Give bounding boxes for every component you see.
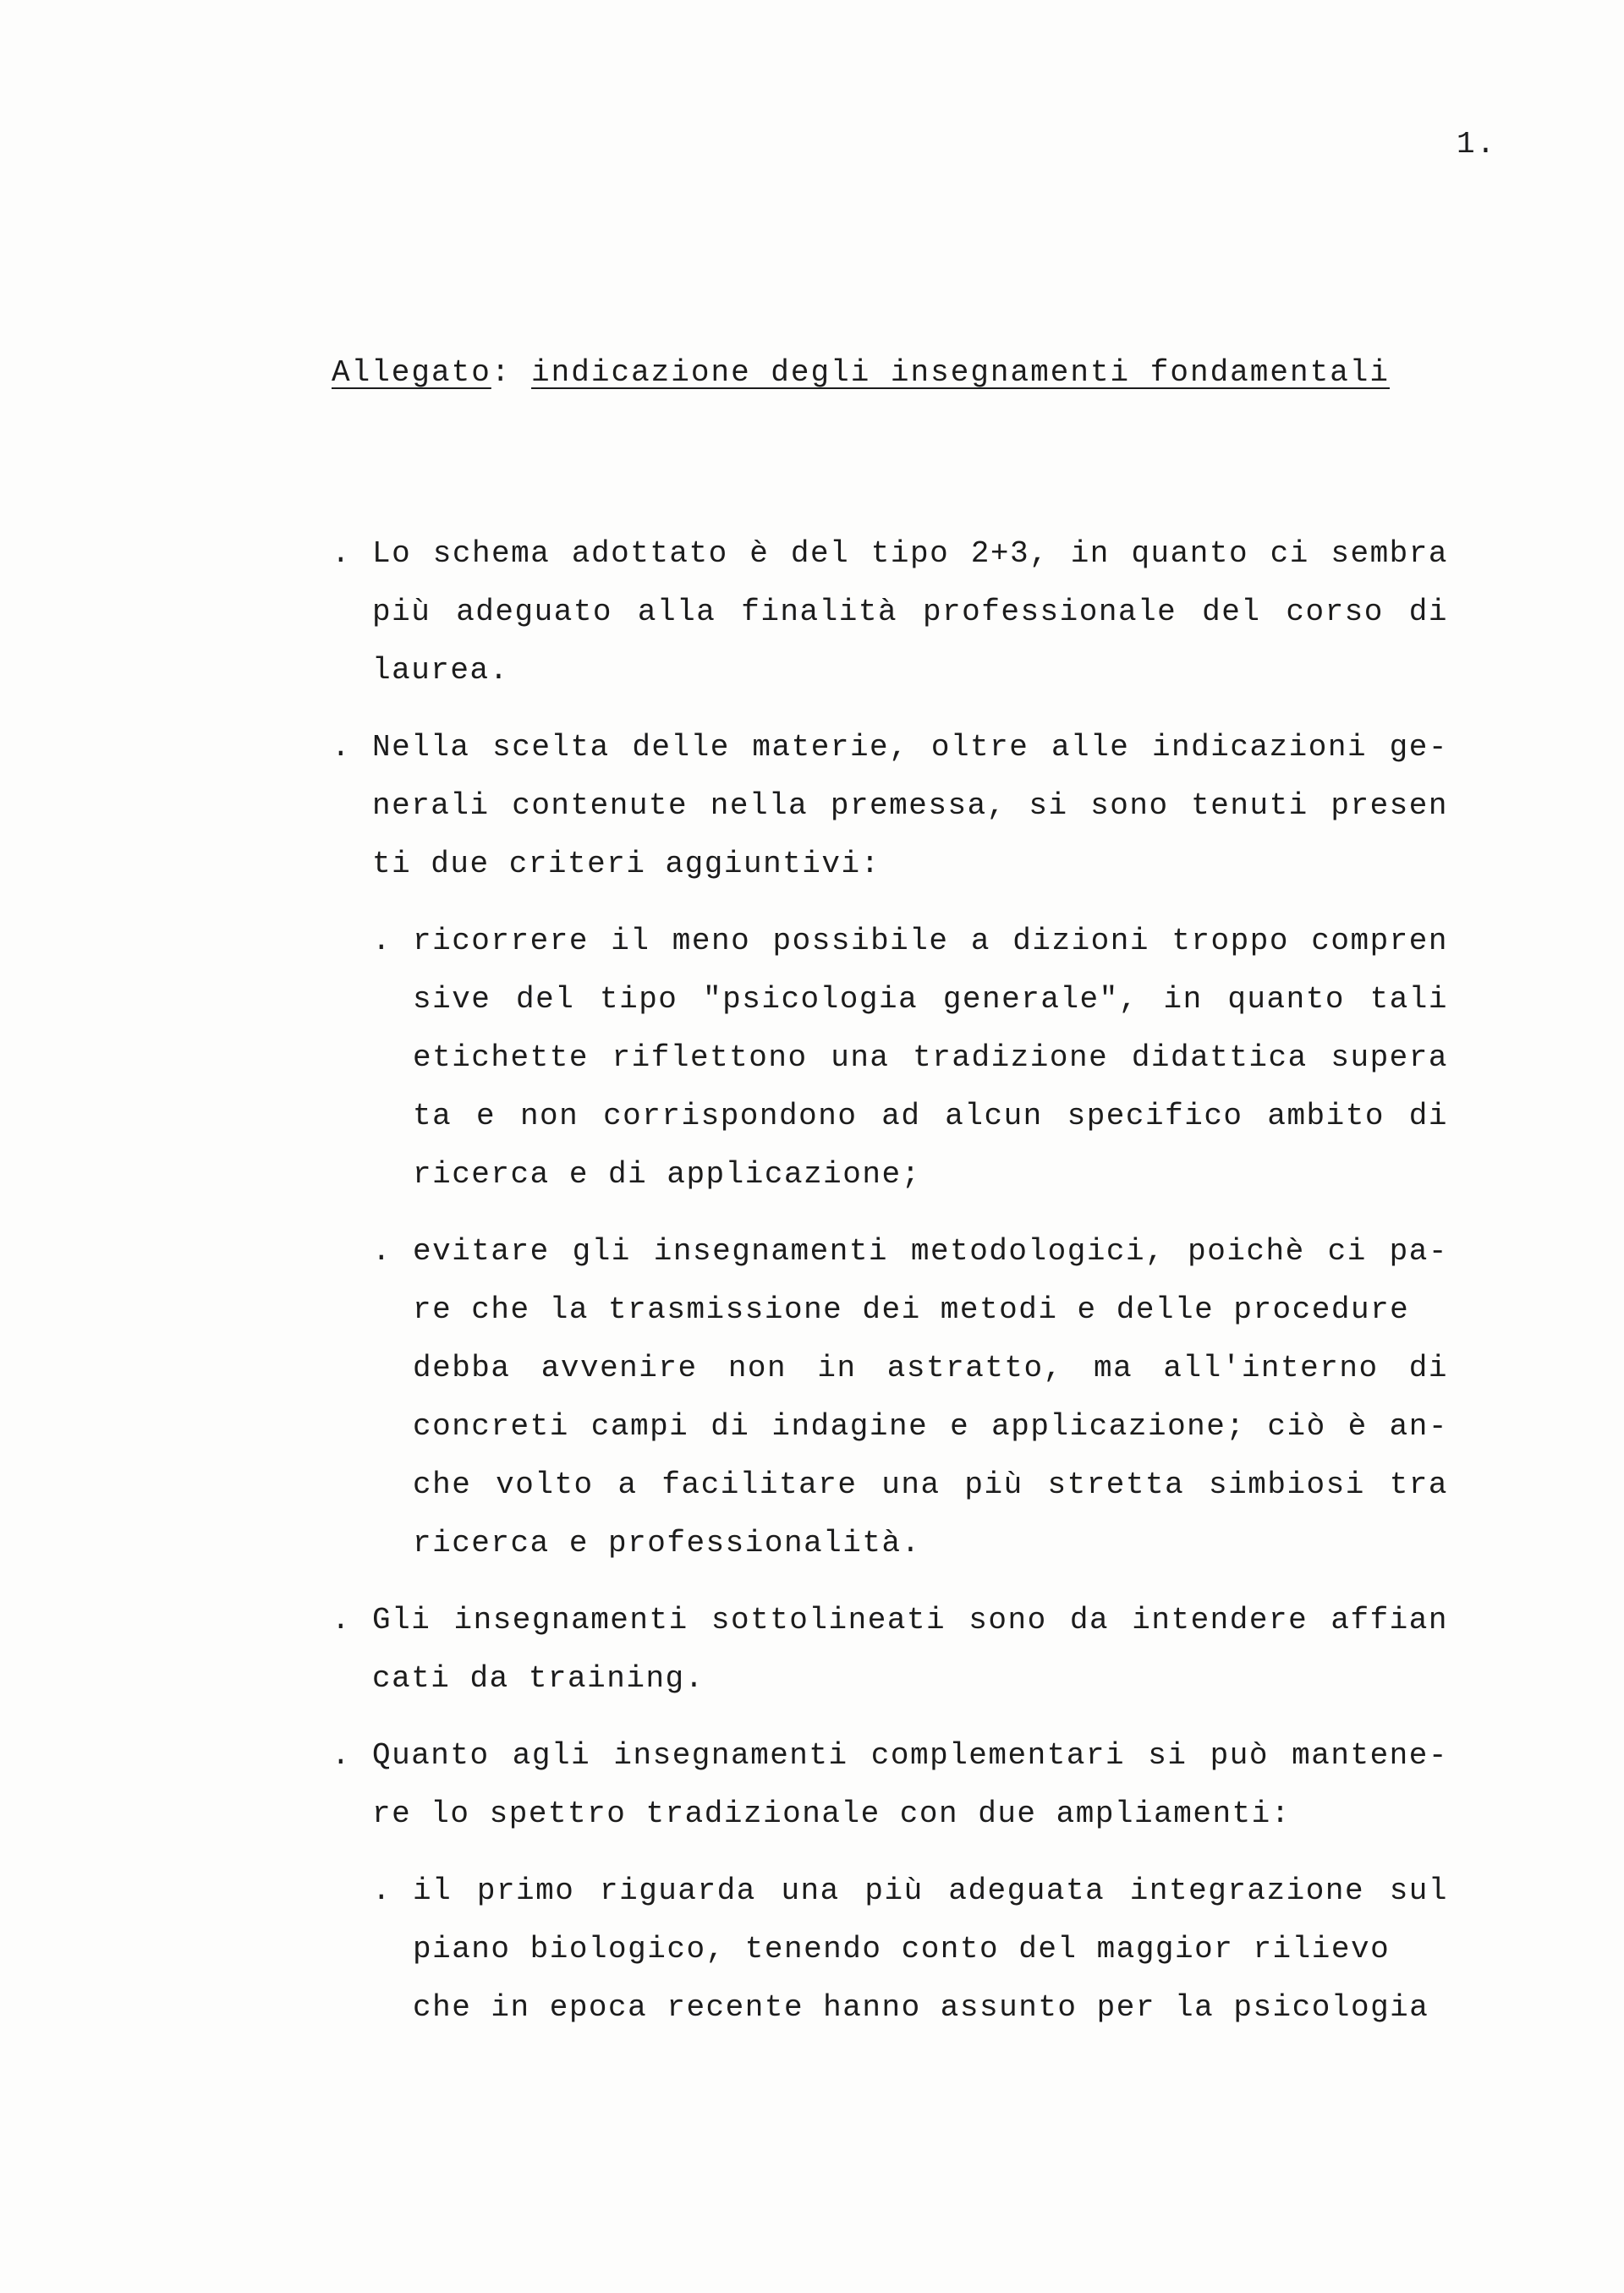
sub-list-item [332,1222,1448,1572]
sub-list-item [332,1862,1448,2037]
text-line: laurea. [372,653,509,688]
text-line: evitare gli insegnamenti metodologici, poichè ci pa- [413,1234,1448,1269]
text-line: Lo schema adottato è del tipo 2+3, in quanto ci sembra [372,536,1448,571]
text-line: ricerca e di applicazione; [413,1157,921,1192]
text-line: Nella scelta delle materie, oltre alle indicazioni ge- [372,730,1448,765]
text-line: re che la trasmissione dei metodi e delle procedure [413,1292,1410,1327]
text-line: il primo riguarda una più adeguata integrazione sul [413,1873,1448,1908]
text-line: che in epoca recente hanno assunto per la psicologia [413,1990,1429,2025]
document-body [332,524,1448,2055]
text-line: Gli insegnamenti sottolineati sono da intendere affian [372,1603,1448,1637]
text-line: ricerca e professionalità. [413,1526,921,1561]
list-item [332,524,1448,699]
text-line: etichette riflettono una tradizione didattica supera [413,1040,1448,1075]
heading-label: Allegato [332,355,491,390]
text-line: più adeguato alla finalità professionale del corso di [372,595,1448,629]
text-line: debba avvenire non in astratto, ma all'interno di [413,1351,1448,1385]
list-item [332,1591,1448,1708]
text-line: Quanto agli insegnamenti complementari si può mantene- [372,1738,1448,1773]
text-line: re lo spettro tradizionale con due ampliamenti: [372,1797,1291,1831]
bullet-point: . [332,730,352,765]
text-line: ricorrere il meno possibile a dizioni troppo compren [413,924,1448,958]
text-line: concreti campi di indagine e applicazione; ciò è an- [413,1409,1448,1444]
bullet-point: . [332,1603,352,1637]
text-line: sive del tipo "psicologia generale", in quanto tali [413,982,1448,1017]
heading-title: indicazione degli insegnamenti fondamentali [531,355,1390,390]
bullet-point: . [332,536,352,571]
text-line: che volto a facilitare una più stretta simbiosi tra [413,1467,1448,1502]
sub-list-item [332,912,1448,1204]
text-line: piano biologico, tenendo conto del maggior rilievo [413,1932,1391,1967]
list-item [332,1726,1448,1843]
document-heading [332,355,1390,390]
bullet-point: . [372,924,392,958]
text-line: nerali contenute nella premessa, si sono tenuti presen [372,788,1448,823]
bullet-point: . [372,1873,392,1908]
text-line: cati da training. [372,1661,705,1696]
page-number: 1. [1457,127,1497,162]
list-item [332,718,1448,893]
bullet-point: . [372,1234,392,1269]
bullet-point: . [332,1738,352,1773]
text-line: ti due criteri aggiuntivi: [372,847,881,881]
heading-separator: : [491,355,532,390]
text-line: ta e non corrispondono ad alcun specifico ambito di [413,1099,1448,1133]
